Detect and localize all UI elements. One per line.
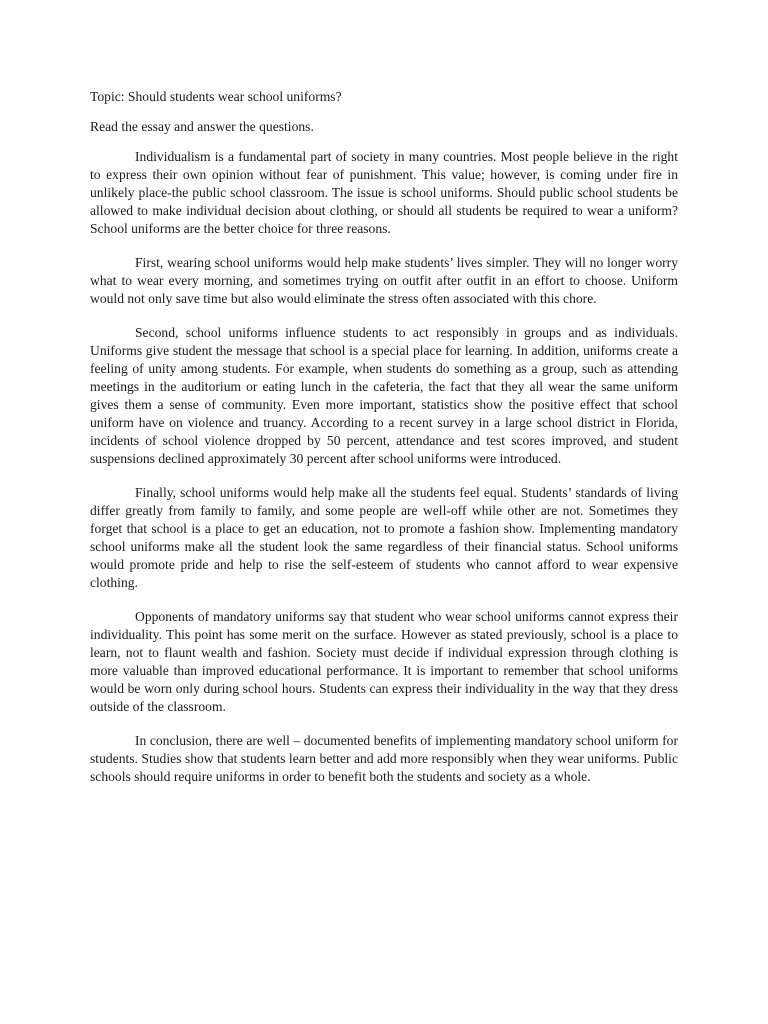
essay-paragraph-counterargument: Opponents of mandatory uniforms say that student who wear school uniforms cannot express their individuality. This point has some merit on the surface. However as stated previously, school is a place to learn, not to flaunt wealth and fashion. Society must decide if individual expression through clothing is more valuable than improved educational performance. It is important to remember that school uniforms would be worn only during school hours. Students can express their individuality in the way that they dress outside of the classroom. xyxy=(90,609,678,714)
essay-paragraph-intro: Individualism is a fundamental part of society in many countries. Most people believe in the right to express their own opinion without fear of punishment. This value; however, is coming under fire in unlikely place-the public school classroom. The issue is school uniforms. Should public school students be allowed to make individual decision about clothing, or should all students be required to wear a uniform? School uniforms are the better choice for three reasons. xyxy=(90,149,678,236)
essay-paragraph-third-reason: Finally, school uniforms would help make all the students feel equal. Students’ standards of living differ greatly from family to family, and some people are well-off while other are not. Sometimes they forget that school is a place to get an education, not to promote a fashion show. Implementing mandatory school uniforms make all the student look the same regardless of their financial status. School uniforms would promote pride and help to rise the self-esteem of students who cannot afford to wear expensive clothing. xyxy=(90,485,678,590)
document-page xyxy=(90,88,678,802)
essay-topic: Topic: Should students wear school uniforms? xyxy=(90,89,342,104)
essay-paragraph-first-reason: First, wearing school uniforms would help make students’ lives simpler. They will no longer worry what to wear every morning, and sometimes trying on outfit after outfit in an effort to choose. Uniform would not only save time but also would eliminate the stress often associated with this chore. xyxy=(90,255,678,306)
essay-paragraph-second-reason: Second, school uniforms influence students to act responsibly in groups and as individuals. Uniforms give student the message that school is a special place for learning. In addition, uniforms create a feeling of unity among students. For example, when students do something as a group, such as attending meetings in the auditorium or eating lunch in the cafeteria, the fact that they all wear the same uniform gives them a sense of community. Even more important, statistics show the positive effect that school uniform have on violence and truancy. According to a recent survey in a large school district in Florida, incidents of school violence dropped by 50 percent, attendance and test scores improved, and student suspensions declined approximately 30 percent after school uniforms were introduced. xyxy=(90,325,678,466)
essay-paragraph-conclusion: In conclusion, there are well – documented benefits of implementing mandatory school uniform for students. Studies show that students learn better and add more responsibly when they wear uniforms. Public schools should require uniforms in order to benefit both the students and society as a whole. xyxy=(90,733,678,784)
essay-instruction: Read the essay and answer the questions. xyxy=(90,119,314,134)
